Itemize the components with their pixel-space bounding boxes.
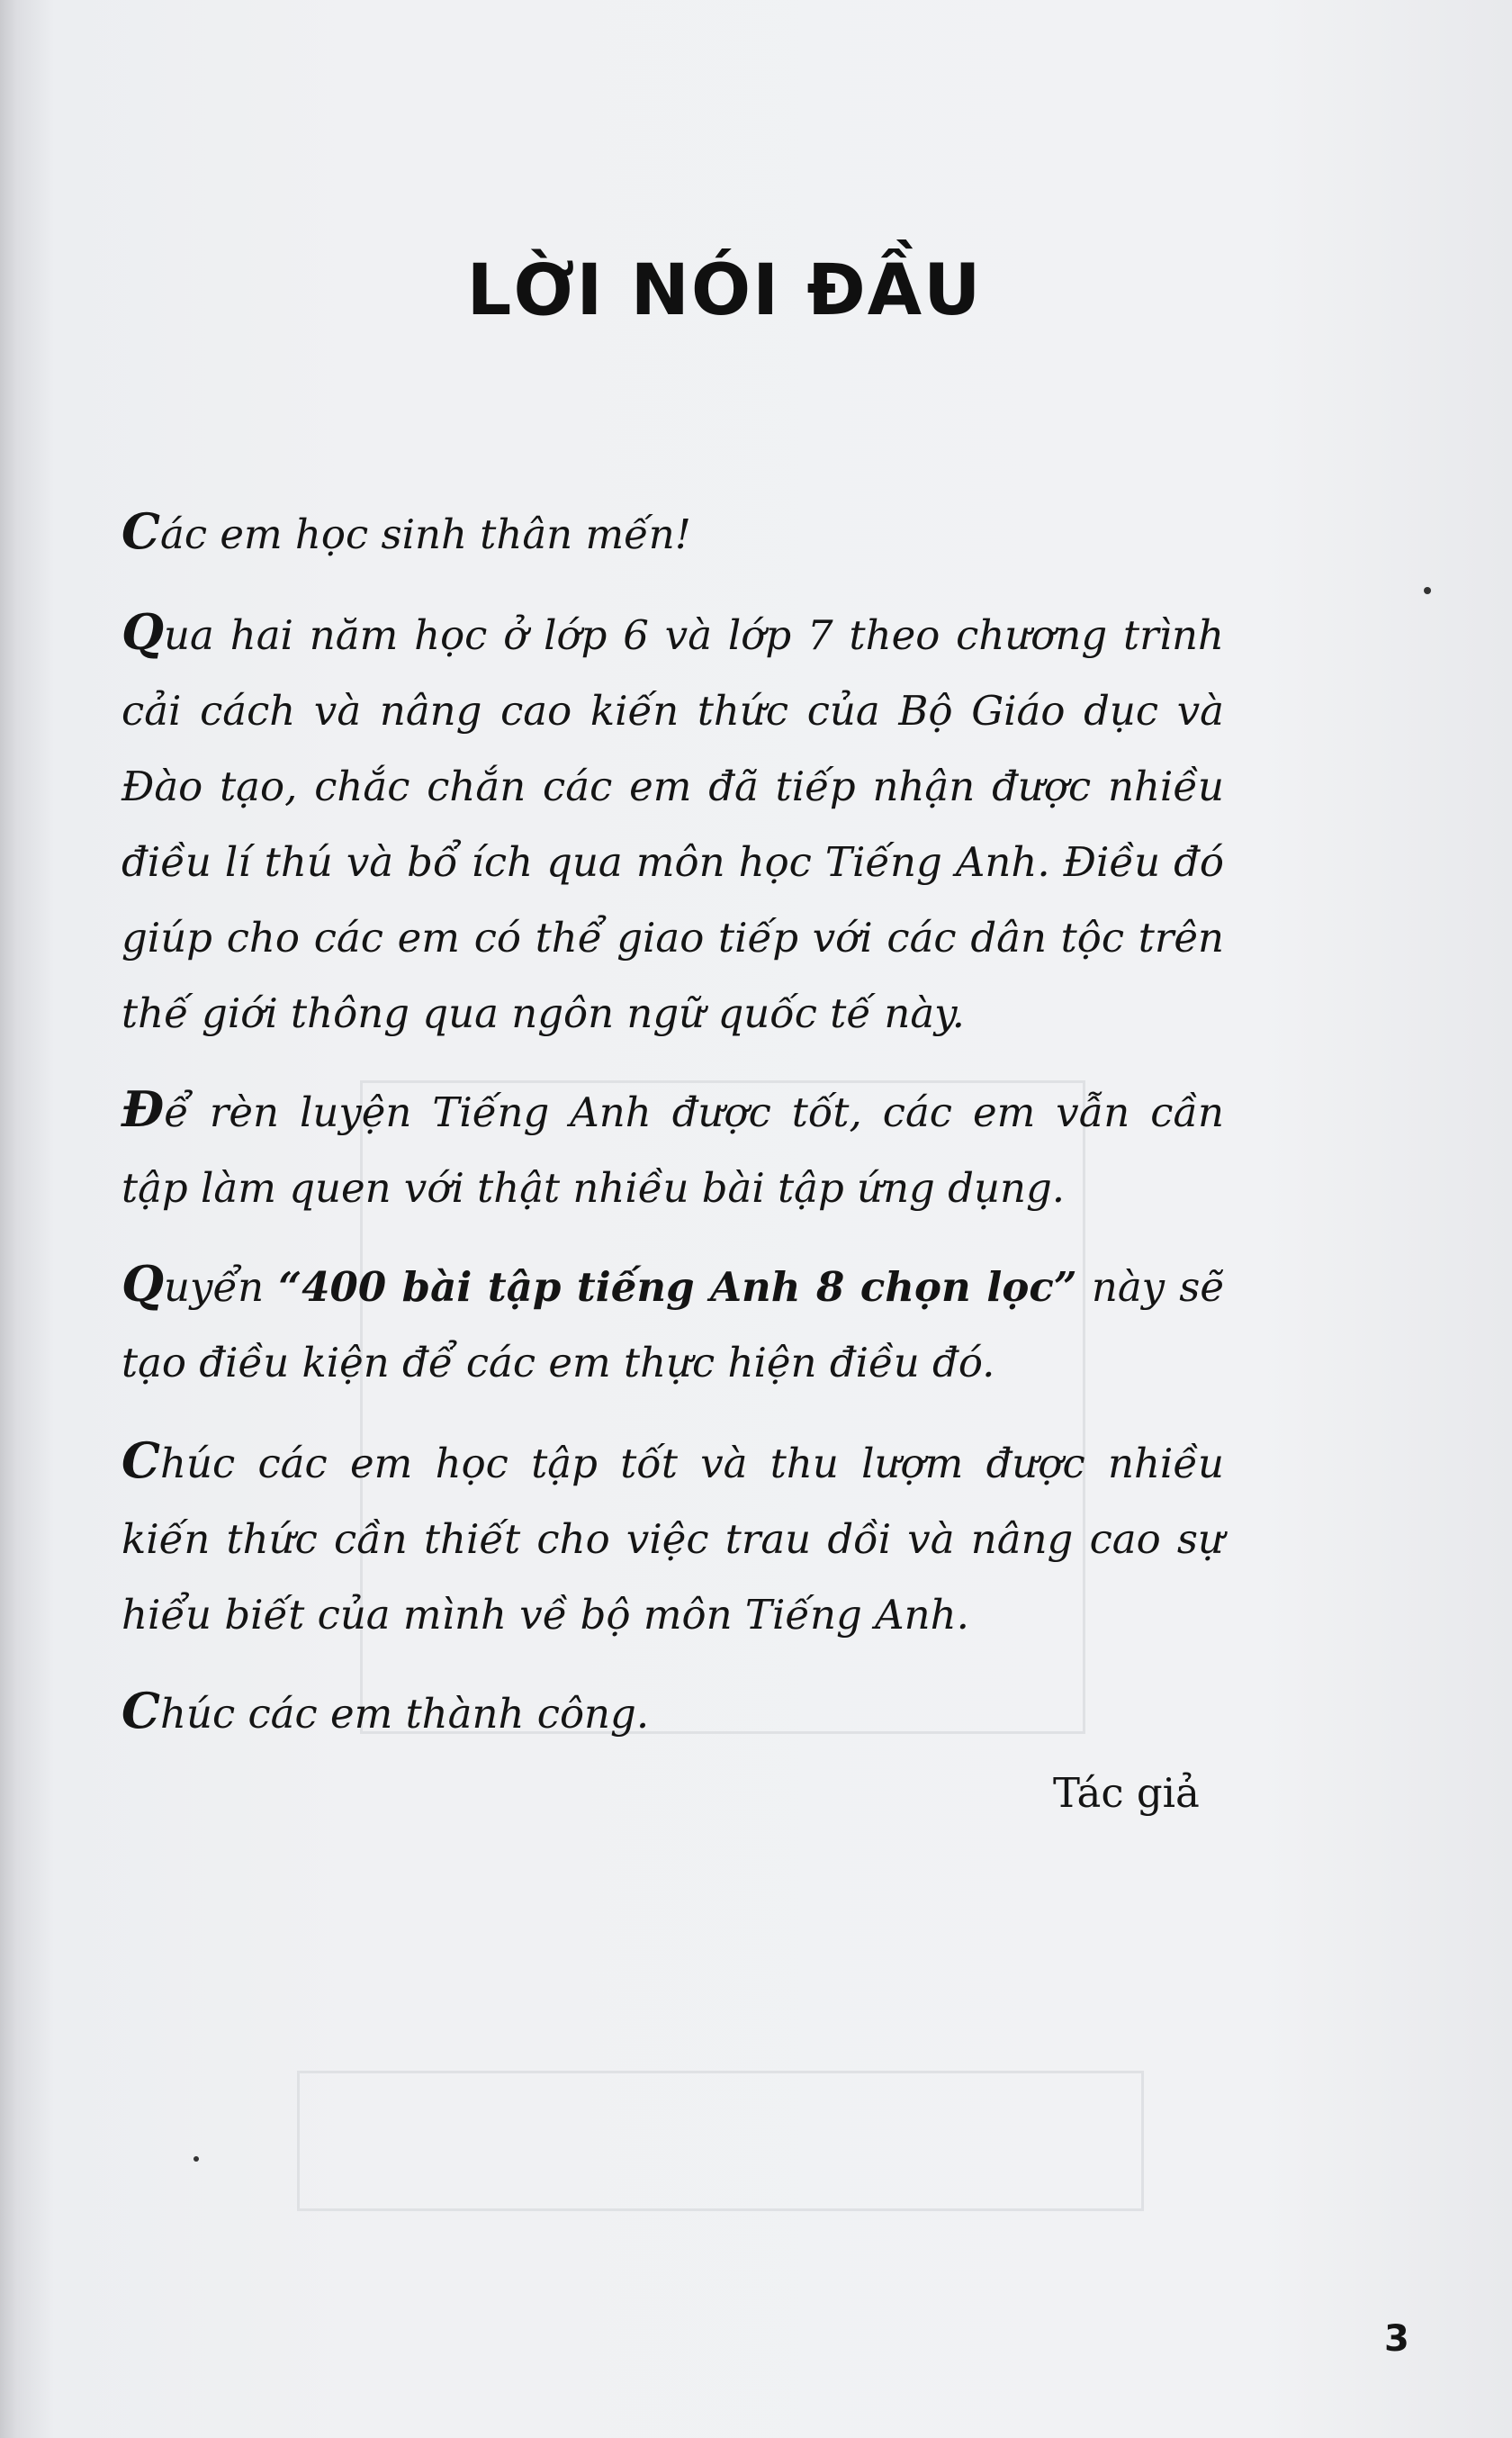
page-title: LỜI NÓI ĐẦU <box>466 250 983 331</box>
ink-speck <box>1424 587 1431 594</box>
intro-paragraph <box>122 594 1224 1052</box>
drop-cap: C <box>122 502 160 560</box>
drop-cap: Q <box>122 1255 165 1313</box>
book-paragraph <box>122 1246 1224 1401</box>
wish-paragraph <box>122 1422 1224 1653</box>
ink-speck <box>194 2156 199 2162</box>
drop-cap: C <box>122 1431 160 1489</box>
bleed-through-box <box>297 2071 1144 2211</box>
paragraph-text: này sẽ tạo điều kiện để các em thực hiện điều đó. <box>122 1263 1224 1386</box>
paragraph-text: húc các em thành công. <box>159 1690 650 1738</box>
drop-cap: C <box>122 1682 160 1739</box>
closing-paragraph <box>122 1673 1224 1752</box>
practice-paragraph <box>122 1071 1224 1226</box>
page-number: 3 <box>1384 2318 1409 2360</box>
paragraph-text: húc các em học tập tốt và thu lượm được nhiều kiến thức cần thiết cho việc trau dồi và nâng cao sự hiểu biết của mình về bộ môn Tiếng Anh. <box>122 1440 1224 1639</box>
drop-cap: Đ <box>122 1080 165 1138</box>
paragraph-text: uyển <box>164 1263 279 1311</box>
paragraph-text: ua hai năm học ở lớp 6 và lớp 7 theo chương trình cải cách và nâng cao kiến thức của Bộ Giáo dục và Đào tạo, chắc chắn các em đã tiếp nhận được nhiều điều lí thú và bổ ích qua môn học Tiếng Anh. Điều đó giúp cho các em có thể giao tiếp với các dân tộc trên thế giới thông qua ngôn ngữ quốc tế này. <box>122 611 1224 1037</box>
book-title: “400 bài tập tiếng Anh 8 chọn lọc” <box>278 1263 1077 1311</box>
greeting-paragraph <box>122 493 1224 573</box>
drop-cap: Q <box>122 603 165 661</box>
author-signature: Tác giả <box>1053 1769 1200 1817</box>
paragraph-text: ể rèn luyện Tiếng Anh được tốt, các em vẫn cần tập làm quen với thật nhiều bài tập ứng dụng. <box>122 1088 1224 1212</box>
paragraph-text: ác em học sinh thân mến! <box>159 510 691 558</box>
